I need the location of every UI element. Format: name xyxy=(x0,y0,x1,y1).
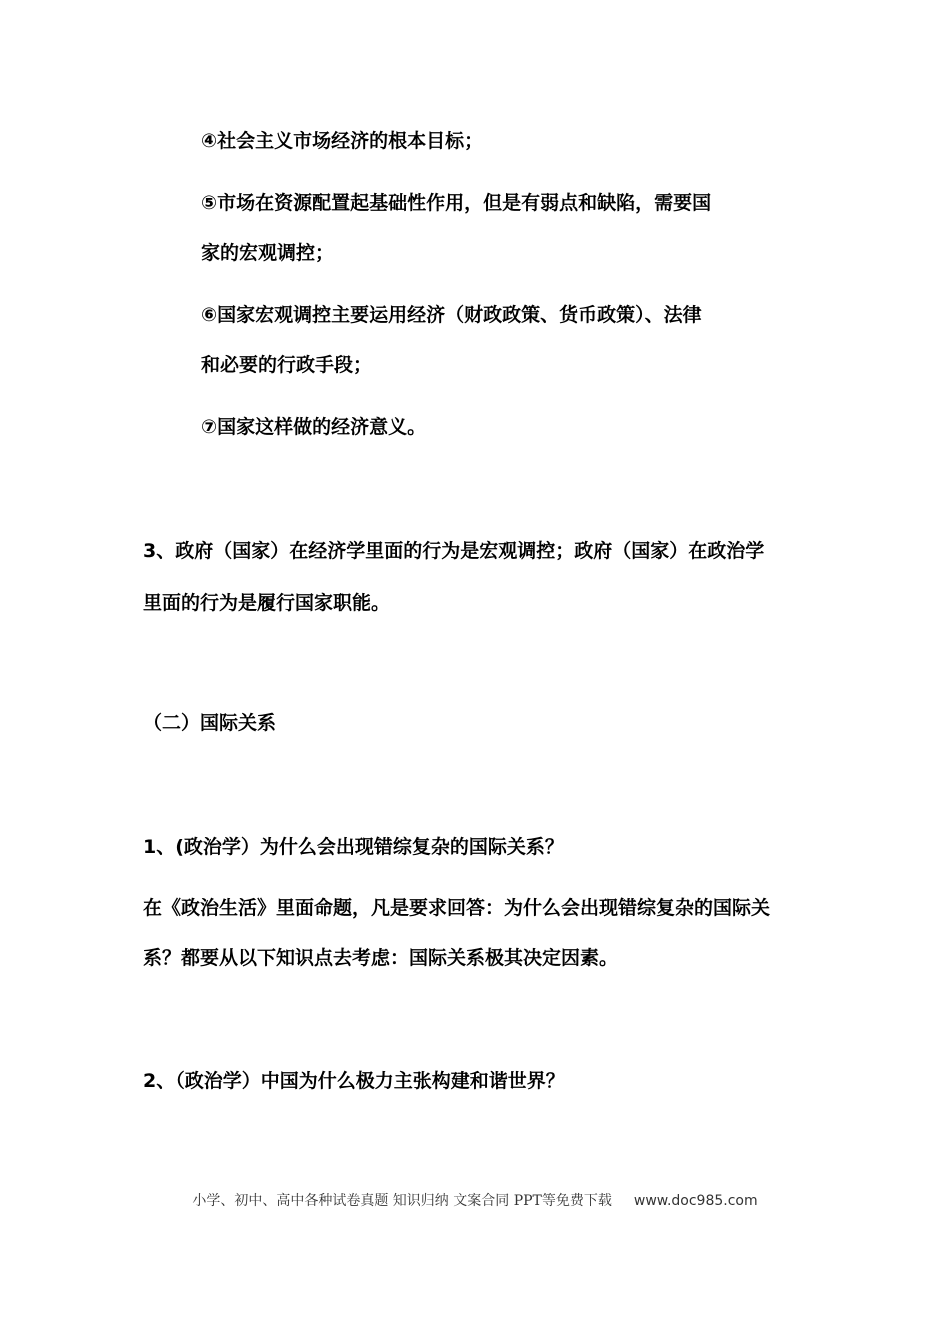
footer-text: 小学、初中、高中各种试卷真题 知识归纳 文案合同 PPT等免费下载 xyxy=(192,1193,612,1209)
page-footer xyxy=(0,1190,950,1210)
section-heading: （二）国际关系 xyxy=(143,712,277,734)
list-item-7: ⑦国家这样做的经济意义。 xyxy=(201,416,427,438)
answer-1-line-2: 系？都要从以下知识点去考虑：国际关系极其决定因素。 xyxy=(143,947,619,969)
point-3-line-2: 里面的行为是履行国家职能。 xyxy=(143,592,391,614)
footer-site-link[interactable]: www.doc985.com xyxy=(633,1193,758,1209)
point-3-line-1: 3、政府（国家）在经济学里面的行为是宏观调控；政府（国家）在政治学 xyxy=(143,540,765,562)
question-2: 2、（政治学）中国为什么极力主张构建和谐世界？ xyxy=(143,1070,565,1092)
list-item-4: ④社会主义市场经济的根本目标； xyxy=(201,130,484,152)
list-item-6-line-1: ⑥国家宏观调控主要运用经济（财政政策、货币政策）、法律 xyxy=(201,304,702,326)
list-item-6-line-2: 和必要的行政手段； xyxy=(201,354,373,376)
answer-1-line-1: 在《政治生活》里面命题，凡是要求回答：为什么会出现错综复杂的国际关 xyxy=(143,897,771,919)
list-item-5-line-2: 家的宏观调控； xyxy=(201,242,335,264)
question-1: 1、(政治学）为什么会出现错综复杂的国际关系？ xyxy=(143,836,564,858)
list-item-5-line-1: ⑤市场在资源配置起基础性作用，但是有弱点和缺陷，需要国 xyxy=(201,192,712,214)
